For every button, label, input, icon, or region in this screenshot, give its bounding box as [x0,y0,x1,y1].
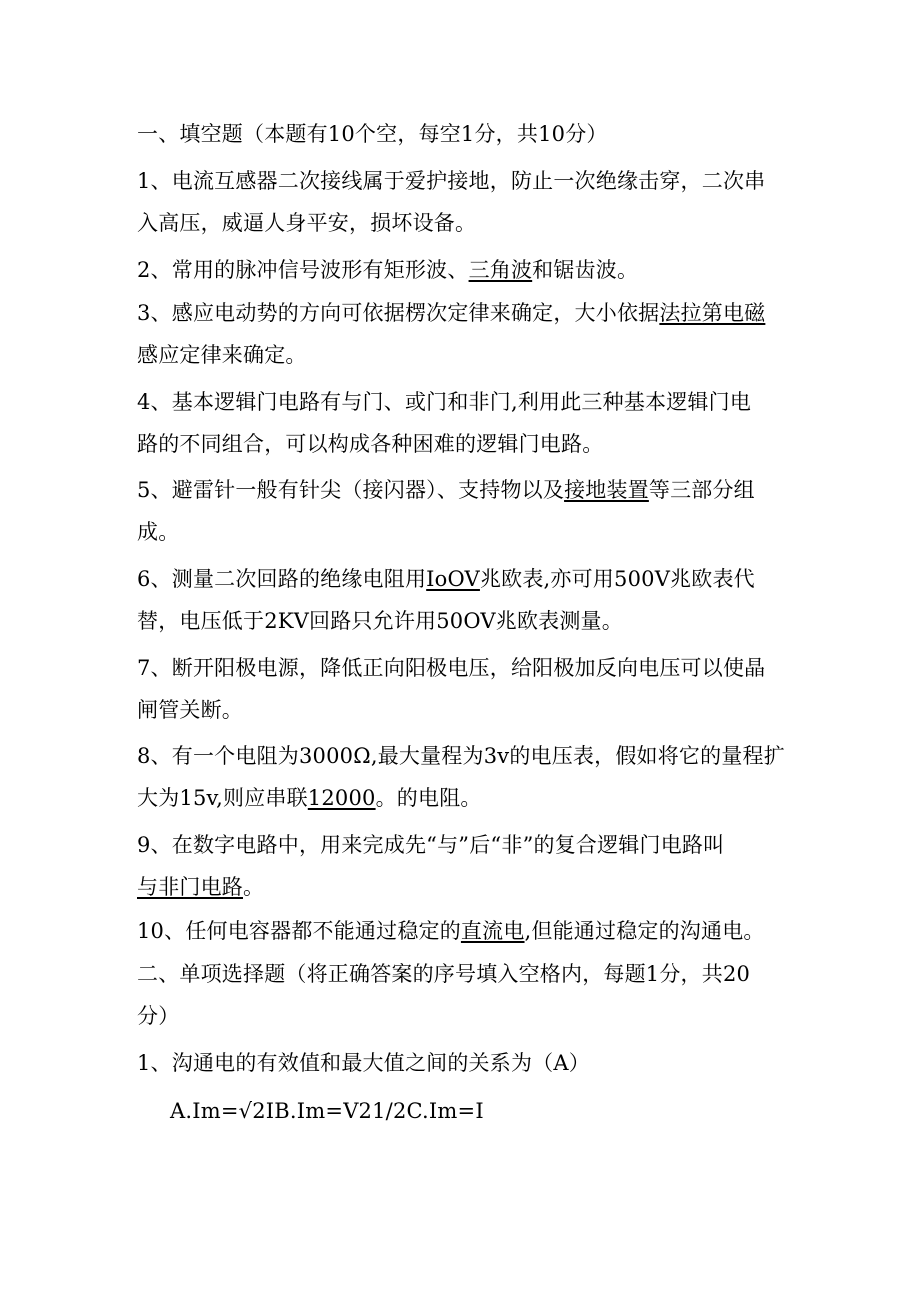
q2-text-pre: 2、常用的脉冲信号波形有矩形波、 [137,258,469,282]
q6-line1 [137,565,755,593]
q7-line1: 7、断开阳极电源，降低正向阳极电压，给阳极加反向电压可以使晶 [137,656,766,680]
section2-heading-line2: 分） [137,1004,180,1028]
q9-text-post: 。 [243,875,265,899]
q8-line2 [137,784,482,812]
q5-text-post: 等三部分组 [648,478,755,502]
q2-line [137,256,638,284]
section2-heading-line1: 二、单项选择题（将正确答案的序号填入空格内，每题1分，共20 [137,962,751,986]
q3-answer: 法拉第电磁 [659,301,766,325]
q10-text-pre: 10、任何电容器都不能通过稳定的 [137,919,461,943]
q6-answer: IoOV [426,567,480,591]
q9-line2 [137,873,264,901]
q10-answer: 直流电 [460,919,525,943]
q8-text-post: 。的电阻。 [375,786,482,810]
q9-answer: 与非门电路 [137,875,243,899]
q8-answer: 12000 [307,786,376,810]
q4-line1: 4、基本逻辑门电路有与门、或门和非门,利用此三种基本逻辑门电 [137,390,752,414]
q8-line1: 8、有一个电阻为3000Ω,最大量程为3v的电压表，假如将它的量程扩 [137,744,785,768]
q6-line2: 替，电压低于2KV回路只允许用50OV兆欧表测量。 [137,609,623,633]
s2-q1-options: A.Im=√2IB.Im=V21/2C.Im=I [170,1099,484,1123]
q3-text-pre: 3、感应电动势的方向可依据楞次定律来确定，大小依据 [137,301,660,325]
q6-text-pre: 6、测量二次回路的绝缘电阻用 [137,567,427,591]
q3-line1 [137,299,765,327]
q6-text-post: 兆欧表,亦可用500V兆欧表代 [479,567,755,591]
q4-line2: 路的不同组合，可以构成各种困难的逻辑门电路。 [137,432,604,456]
q2-answer: 三角波 [468,258,533,282]
q5-line2: 成。 [137,520,180,544]
s2-q1-stem: 1、沟通电的有效值和最大值之间的关系为（A） [137,1051,590,1075]
q3-line2: 感应定律来确定。 [137,343,307,367]
q10-line [137,917,765,945]
q1-line2: 入高压，威逼人身平安，损坏设备。 [137,211,477,235]
q5-answer: 接地装置 [564,478,649,502]
q10-text-post: ,但能通过稳定的沟通电。 [524,919,765,943]
q8-text-pre: 大为15v,则应串联 [137,786,308,810]
q5-line1 [137,476,755,504]
q9-line1: 9、在数字电路中，用来完成先“与”后“非”的复合逻辑门电路叫 [137,833,725,857]
q5-text-pre: 5、避雷针一般有针尖（接闪器）、支持物以及 [137,478,565,502]
section1-heading: 一、填空题（本题有10个空，每空1分，共10分） [137,122,608,146]
q1-line1: 1、电流互感器二次接线属于爱护接地，防止一次绝缘击穿，二次串 [137,169,766,193]
q2-text-post: 和锯齿波。 [532,258,639,282]
q7-line2: 闸管关断。 [137,698,243,722]
